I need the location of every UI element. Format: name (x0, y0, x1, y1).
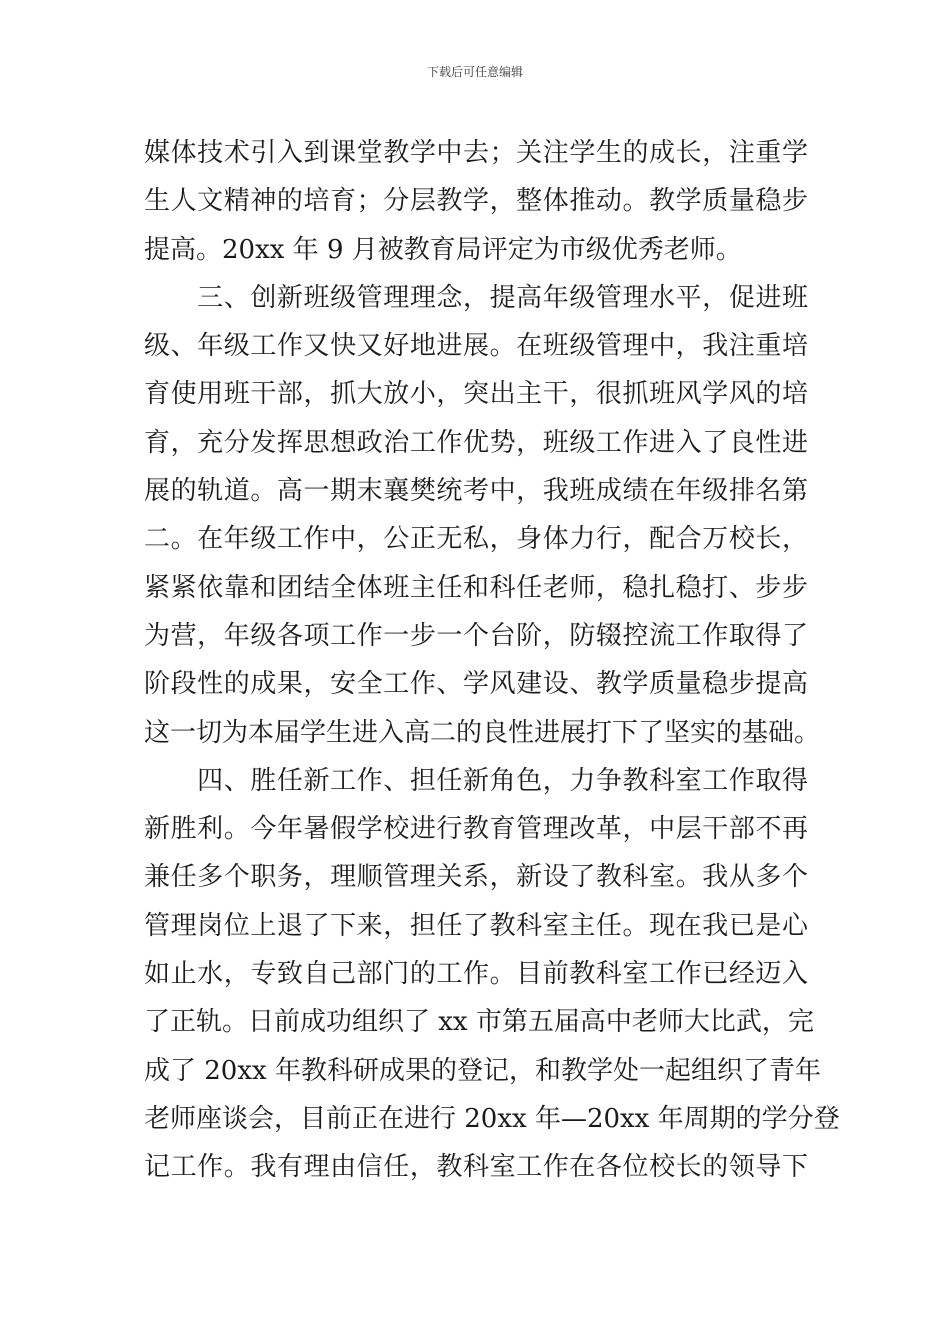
text-line: 阶段性的成果，安全工作、学风建设、教学质量稳步提高 (144, 669, 808, 700)
text-line: 级、年级工作又快又好地进展。在班级管理中，我注重培 (144, 331, 808, 362)
text-line: 为营，年级各项工作一步一个台阶，防辍控流工作取得了 (144, 620, 808, 651)
text-line: 老师座谈会，目前正在进行 20xx 年—20xx 年周期的学分登 (144, 1103, 840, 1134)
text-line: 管理岗位上退了下来，担任了教科室主任。现在我已是心 (144, 910, 808, 941)
text-line: 了正轨。日前成功组织了 xx 市第五届高中老师大比武，完 (144, 1007, 814, 1038)
text-line: 育使用班干部，抓大放小，突出主干，很抓班风学风的培 (144, 379, 808, 410)
text-line: 如止水，专致自己部门的工作。目前教科室工作已经迈入 (144, 959, 808, 990)
text-line: 记工作。我有理由信任，教科室工作在各位校长的领导下 (144, 1152, 808, 1183)
text-line: 紧紧依靠和团结全体班主任和科任老师，稳扎稳打、步步 (144, 572, 808, 603)
text-line: 新胜利。今年暑假学校进行教育管理改革，中层干部不再 (144, 814, 808, 845)
document-body (144, 129, 840, 1192)
text-line: 这一切为本届学生进入高二的良性进展打下了坚实的基础。 (144, 717, 821, 748)
text-line: 生人文精神的培育；分层教学，整体推动。教学质量稳步 (144, 186, 808, 217)
page-header-note: 下载后可任意编辑 (426, 65, 523, 79)
text-line: 育，充分发挥思想政治工作优势，班级工作进入了良性进 (144, 427, 808, 458)
text-line: 提高。20xx 年 9 月被教育局评定为市级优秀老师。 (144, 234, 742, 265)
text-line: 三、创新班级管理理念，提高年级管理水平，促进班 (144, 282, 808, 313)
text-line: 成了 20xx 年教科研成果的登记，和教学处一起组织了青年 (144, 1055, 821, 1086)
text-line: 二。在年级工作中，公正无私，身体力行，配合万校长， (144, 524, 808, 555)
text-line: 四、胜任新工作、担任新角色，力争教科室工作取得 (144, 765, 808, 796)
text-line: 兼任多个职务，理顺管理关系，新设了教科室。我从多个 (144, 862, 808, 893)
text-line: 媒体技术引入到课堂教学中去；关注学生的成长，注重学 (144, 138, 808, 168)
text-line: 展的轨道。高一期末襄樊统考中，我班成绩在年级排名第 (144, 476, 808, 507)
